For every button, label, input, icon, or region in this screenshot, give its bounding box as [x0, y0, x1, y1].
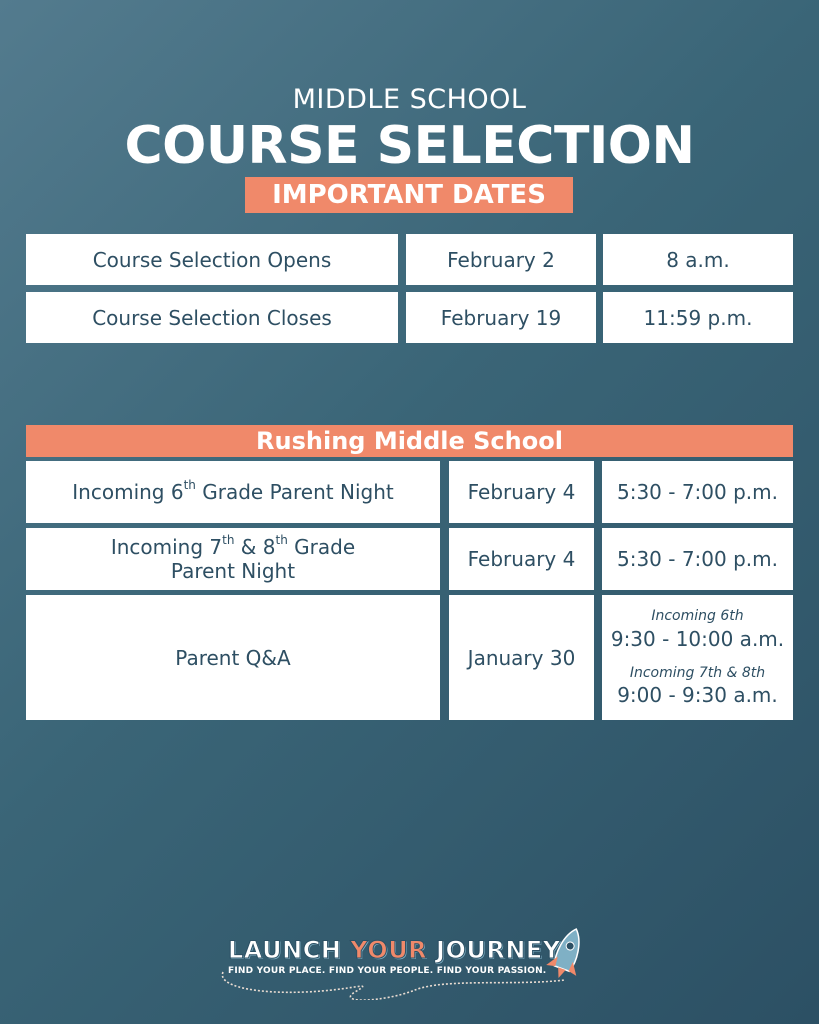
- event-text: Parent Night: [170, 559, 296, 583]
- table-cell-time: 5:30 - 7:00 p.m.: [602, 528, 793, 590]
- group-label: Incoming 6th: [651, 607, 744, 624]
- group-time: 9:30 - 10:00 a.m.: [610, 626, 785, 651]
- table-cell-date: February 2: [406, 234, 596, 285]
- table-cell-event: [26, 528, 440, 590]
- table-cell-time: 8 a.m.: [603, 234, 793, 285]
- table-cell-date: February 4: [449, 461, 594, 523]
- logo-word: JOURNEY: [427, 936, 561, 964]
- logo-tagline: FIND YOUR PLACE. FIND YOUR PEOPLE. FIND YOUR PASSION.: [228, 966, 547, 976]
- table-cell-date: February 4: [449, 528, 594, 590]
- table-cell-date: February 19: [406, 292, 596, 343]
- event-text: Grade Parent Night: [195, 480, 394, 504]
- page-title: COURSE SELECTION: [124, 116, 695, 176]
- table-cell-time: [602, 595, 793, 720]
- ordinal-suffix: th: [275, 533, 288, 547]
- table-cell-time: 5:30 - 7:00 p.m.: [602, 461, 793, 523]
- subtitle: MIDDLE SCHOOL: [292, 84, 527, 115]
- logo-word: LAUNCH: [228, 936, 351, 964]
- group-time: 9:00 - 9:30 a.m.: [617, 683, 778, 708]
- ordinal-suffix: th: [222, 533, 235, 547]
- table-cell-time: 11:59 p.m.: [603, 292, 793, 343]
- table-cell-date: January 30: [449, 595, 594, 720]
- logo-word-accent: YOUR: [350, 936, 428, 964]
- table-cell-event: Course Selection Closes: [26, 292, 398, 343]
- school-name-header: Rushing Middle School: [26, 425, 793, 457]
- event-text: Grade: [287, 535, 356, 559]
- table-cell-event: [26, 461, 440, 523]
- logo-wordmark: [228, 936, 561, 964]
- event-text: Incoming 6: [72, 480, 184, 504]
- table-cell-event: Parent Q&A: [26, 595, 440, 720]
- event-text: Incoming 7: [110, 535, 223, 559]
- group-label: Incoming 7th & 8th: [629, 664, 766, 681]
- table-cell-event: Course Selection Opens: [26, 234, 398, 285]
- event-text: & 8: [234, 535, 276, 559]
- ordinal-suffix: th: [183, 478, 196, 492]
- important-dates-banner: IMPORTANT DATES: [245, 177, 573, 213]
